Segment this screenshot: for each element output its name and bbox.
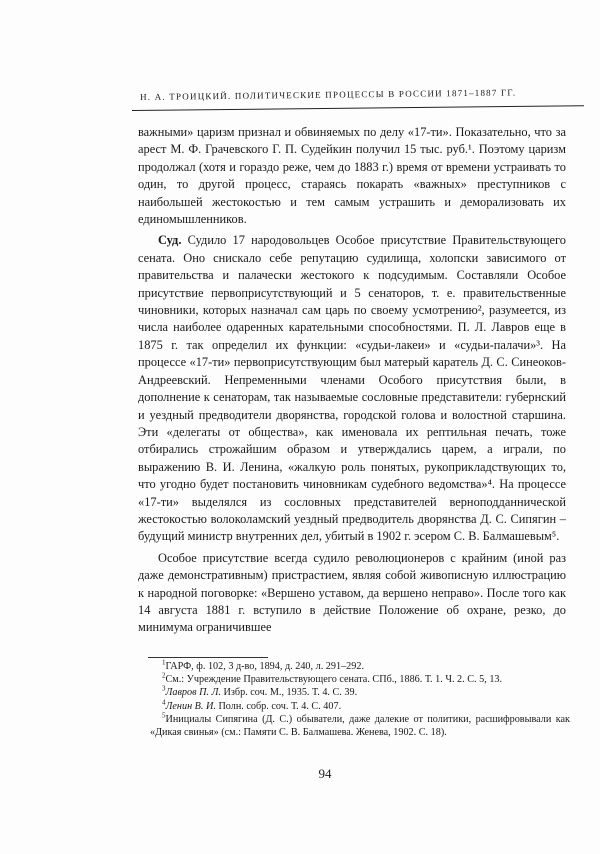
section-run-in-heading: Суд. (158, 233, 182, 248)
paragraph: важными» царизм признал и обвиняемых по делу «17-ти». Показательно, что за арест М. Ф. Грачевского Г. П. Судейкин получил 15 тыс. руб.¹. Поэтому царизм продолжал (хотя и гораздо реже, чем до 1883 г.) время от времени устраивать то один, то другой процесс, стараясь покарать «важных» преступников с наибольшей жестокостью и тем самым устрашить и деморализовать их единомышленников. (138, 125, 566, 227)
footnote-text: См.: Учреждение Правительствующего сената. СПб., 1886. Т. 1. Ч. 2. С. 5, 13. (165, 674, 503, 686)
footnote (150, 686, 570, 699)
footnote-text: Полн. собр. соч. Т. 4. С. 407. (215, 700, 342, 712)
footnote-mark: 2 (162, 671, 166, 680)
footnote (150, 673, 570, 686)
footnote-text: Инициалы Сипягина (Д. С.) обыватели, даже далекие от политики, расшифровывали как «Дикая свинья» (см.: Памяти С. В. Балмашева. Женева, 1902. С. 18). (150, 713, 570, 739)
footnote (150, 700, 570, 713)
footnote-author: Ленин В. И. (165, 700, 216, 712)
paragraph: Особое присутствие всегда судило революционеров с крайним (иной раз даже демонстративным) пристрастием, являя собой живописную иллюстрацию к народной поговорке: «Вершено уставом, да вершено неправо». После того как 14 августа 1881 г. вступило в действие Положение об охране, резко, до минимума ограничившее (138, 550, 566, 635)
footnote (150, 660, 570, 673)
footnote-text: ГАРФ, ф. 102, 3 д-во, 1894, д. 240, л. 291–292. (165, 661, 364, 672)
footnotes (150, 660, 570, 739)
footnote (150, 713, 570, 739)
footnote-mark: 1 (162, 658, 166, 667)
footnote-mark: 5 (162, 711, 166, 720)
page-number: 94 (318, 766, 332, 781)
running-head: Н. А. ТРОИЦКИЙ. ПОЛИТИЧЕСКИЕ ПРОЦЕССЫ В РОССИИ 1871–1887 ГГ. (140, 87, 517, 102)
footnote-rule (148, 657, 268, 658)
footnote-mark: 3 (162, 685, 166, 694)
header-rule (132, 105, 584, 111)
paragraph (138, 232, 566, 545)
main-text (138, 124, 566, 637)
paragraph-text: Судило 17 народовольцев Особое присутствие Правительствующего сената. Оно снискало себе репутацию судилища, холопски зависимого от правительства и палачески жестокого к подсудимым. Составляли Особое присутствие первоприсутствующий и 5 сенаторов, т. е. правительственные чиновники, которых назначал сам царь по своему усмотрению², разумеется, из числа наиболее одаренных карательными способностями. П. Л. Лавров еще в 1875 г. так определил их функции: «судьи-лакеи» и «судьи-палачи»³. На процессе «17-ти» первоприсутствующим был матерый каратель Д. С. Синеоков-Андреевский. Непременными членами Особого присутствия были, в дополнение к сенаторам, так называемые сословные представители: губернский и уездный предводители дворянства, городской голова и волостной старшина. Эти «делегаты от общества», как именовала их рептильная печать, тоже отбирались строжайшим образом и утверждались царем, а играли, по выражению В. И. Ленина, «жалкую роль понятых, рукоприкладствующих то, что угодно будет постановить чиновникам судебного ведомства»⁴. На процессе «17-ти» выделялся из сословных представителей верноподданнической жестокостью волоколамский уездный предводитель дворянства Д. С. Сипягин – будущий министр внутренних дел, убитый в 1902 г. эсером С. В. Балмашевым⁵. (138, 233, 566, 544)
footnote-mark: 4 (162, 698, 166, 707)
footnote-text: Избр. соч. М., 1935. Т. 4. С. 39. (220, 687, 358, 699)
footnote-author: Лавров П. Л. (165, 687, 221, 699)
